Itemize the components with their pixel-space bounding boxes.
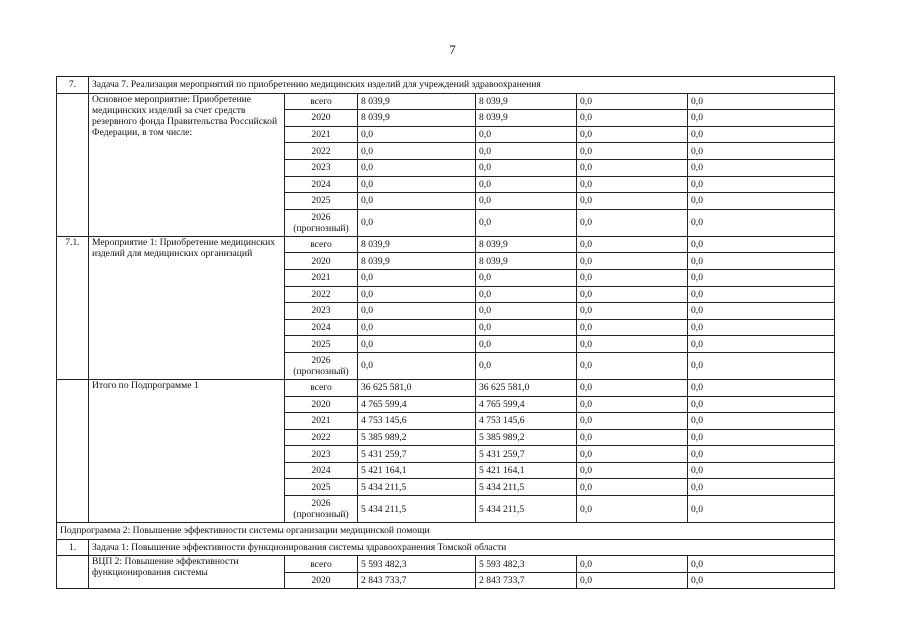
- value-federal: 0,0: [577, 396, 688, 413]
- value-federal: 0,0: [577, 446, 688, 463]
- value-other: 0,0: [688, 93, 835, 110]
- table-row: [57, 236, 835, 253]
- row-number: [57, 556, 89, 589]
- value-federal: 0,0: [577, 479, 688, 496]
- value-federal: 0,0: [577, 286, 688, 303]
- value-total: 5 385 989,2: [358, 429, 476, 446]
- value-regional: 5 421 164,1: [476, 462, 577, 479]
- value-federal: 0,0: [577, 176, 688, 193]
- value-total: 0,0: [358, 126, 476, 143]
- year-cell: 2025: [285, 193, 358, 210]
- value-other: 0,0: [688, 143, 835, 160]
- task-row: [57, 539, 835, 556]
- value-other: 0,0: [688, 126, 835, 143]
- value-other: 0,0: [688, 496, 835, 523]
- year-cell: 2025: [285, 479, 358, 496]
- value-federal: 0,0: [577, 193, 688, 210]
- value-other: 0,0: [688, 413, 835, 430]
- year-cell: [285, 352, 358, 379]
- value-federal: 0,0: [577, 379, 688, 396]
- value-federal: 0,0: [577, 303, 688, 320]
- value-regional: 4 753 145,6: [476, 413, 577, 430]
- year-cell: 2023: [285, 159, 358, 176]
- table-row: [57, 93, 835, 110]
- activity-label: ВЦП 2: Повышение эффективности функционирования системы: [89, 556, 285, 589]
- value-regional: 0,0: [476, 209, 577, 236]
- year-cell: 2020: [285, 572, 358, 589]
- value-regional: 5 431 259,7: [476, 446, 577, 463]
- task-number: 1.: [57, 539, 89, 556]
- value-federal: 0,0: [577, 496, 688, 523]
- table-body: [57, 77, 835, 589]
- value-federal: 0,0: [577, 126, 688, 143]
- year-cell: 2020: [285, 253, 358, 270]
- value-other: 0,0: [688, 556, 835, 573]
- value-regional: 0,0: [476, 303, 577, 320]
- value-other: 0,0: [688, 303, 835, 320]
- value-federal: 0,0: [577, 352, 688, 379]
- value-regional: 0,0: [476, 352, 577, 379]
- value-total: 0,0: [358, 209, 476, 236]
- value-other: 0,0: [688, 396, 835, 413]
- value-regional: 0,0: [476, 176, 577, 193]
- year-cell: 2024: [285, 176, 358, 193]
- value-total: 0,0: [358, 319, 476, 336]
- activity-label: Мероприятие 1: Приобретение медицинских изделий для медицинских организаций: [89, 236, 285, 379]
- value-total: 2 843 733,7: [358, 572, 476, 589]
- subprogram-title: Подпрограмма 2: Повышение эффективности системы организации медицинской помощи: [57, 523, 835, 540]
- value-other: 0,0: [688, 193, 835, 210]
- task-row: [57, 77, 835, 94]
- activity-label: Основное мероприятие: Приобретение медицинских изделий за счет средств резервного фонда Правительства Российской Федерации, в том числе:: [89, 93, 285, 236]
- value-other: 0,0: [688, 253, 835, 270]
- value-federal: 0,0: [577, 159, 688, 176]
- value-total: 0,0: [358, 286, 476, 303]
- year-cell: 2021: [285, 126, 358, 143]
- year-cell: 2020: [285, 110, 358, 127]
- value-other: 0,0: [688, 319, 835, 336]
- row-number: [57, 379, 89, 522]
- value-other: 0,0: [688, 462, 835, 479]
- year-cell: 2022: [285, 143, 358, 160]
- value-total: 5 593 482,3: [358, 556, 476, 573]
- value-total: 8 039,9: [358, 236, 476, 253]
- year-cell: всего: [285, 379, 358, 396]
- value-regional: 0,0: [476, 193, 577, 210]
- value-total: 0,0: [358, 352, 476, 379]
- value-total: 5 421 164,1: [358, 462, 476, 479]
- value-total: 5 434 211,5: [358, 479, 476, 496]
- value-federal: 0,0: [577, 143, 688, 160]
- value-other: 0,0: [688, 110, 835, 127]
- value-other: 0,0: [688, 286, 835, 303]
- value-total: 0,0: [358, 143, 476, 160]
- value-other: 0,0: [688, 446, 835, 463]
- value-regional: 8 039,9: [476, 93, 577, 110]
- value-other: 0,0: [688, 429, 835, 446]
- year-note: (прогнозный): [293, 365, 349, 377]
- value-total: 4 765 599,4: [358, 396, 476, 413]
- task-title: Задача 7. Реализация мероприятий по приобретению медицинских изделий для учреждений здравоохранения: [89, 77, 835, 94]
- value-other: 0,0: [688, 159, 835, 176]
- value-federal: 0,0: [577, 429, 688, 446]
- value-total: 8 039,9: [358, 253, 476, 270]
- value-total: 0,0: [358, 159, 476, 176]
- value-federal: 0,0: [577, 462, 688, 479]
- value-other: 0,0: [688, 479, 835, 496]
- subprogram-row: [57, 523, 835, 540]
- year-label: 2026: [311, 498, 331, 510]
- value-regional: 5 593 482,3: [476, 556, 577, 573]
- year-note: (прогнозный): [293, 509, 349, 521]
- year-cell: 2024: [285, 319, 358, 336]
- value-federal: 0,0: [577, 253, 688, 270]
- value-other: 0,0: [688, 572, 835, 589]
- value-other: 0,0: [688, 236, 835, 253]
- value-regional: 8 039,9: [476, 110, 577, 127]
- value-federal: 0,0: [577, 93, 688, 110]
- value-total: 0,0: [358, 336, 476, 353]
- value-federal: 0,0: [577, 413, 688, 430]
- year-cell: 2021: [285, 413, 358, 430]
- value-regional: 5 434 211,5: [476, 496, 577, 523]
- value-regional: 5 434 211,5: [476, 479, 577, 496]
- value-regional: 2 843 733,7: [476, 572, 577, 589]
- value-total: 5 431 259,7: [358, 446, 476, 463]
- value-federal: 0,0: [577, 110, 688, 127]
- page-number: 7: [449, 42, 456, 57]
- value-regional: 0,0: [476, 126, 577, 143]
- value-regional: 8 039,9: [476, 236, 577, 253]
- year-cell: всего: [285, 236, 358, 253]
- year-cell: 2024: [285, 462, 358, 479]
- budget-table: [56, 76, 835, 589]
- value-federal: 0,0: [577, 269, 688, 286]
- value-federal: 0,0: [577, 236, 688, 253]
- value-regional: 4 765 599,4: [476, 396, 577, 413]
- value-total: 0,0: [358, 176, 476, 193]
- year-label: 2026: [311, 211, 331, 223]
- year-note: (прогнозный): [293, 222, 349, 234]
- value-total: 4 753 145,6: [358, 413, 476, 430]
- row-number: [57, 93, 89, 236]
- value-other: 0,0: [688, 352, 835, 379]
- year-cell: 2020: [285, 396, 358, 413]
- year-cell: всего: [285, 93, 358, 110]
- year-cell: 2021: [285, 269, 358, 286]
- table-row: [57, 556, 835, 573]
- value-federal: 0,0: [577, 336, 688, 353]
- value-regional: 0,0: [476, 336, 577, 353]
- value-total: 0,0: [358, 193, 476, 210]
- value-other: 0,0: [688, 379, 835, 396]
- value-other: 0,0: [688, 209, 835, 236]
- year-cell: 2022: [285, 286, 358, 303]
- value-other: 0,0: [688, 269, 835, 286]
- year-cell: 2025: [285, 336, 358, 353]
- year-cell: 2023: [285, 446, 358, 463]
- value-total: 0,0: [358, 303, 476, 320]
- value-federal: 0,0: [577, 572, 688, 589]
- value-total: 5 434 211,5: [358, 496, 476, 523]
- year-label: 2026: [311, 354, 331, 366]
- activity-label: Итого по Подпрограмме 1: [89, 379, 285, 522]
- value-regional: 0,0: [476, 319, 577, 336]
- value-regional: 0,0: [476, 159, 577, 176]
- task-title: Задача 1: Повышение эффективности функционирования системы здравоохранения Томской области: [89, 539, 835, 556]
- value-federal: 0,0: [577, 209, 688, 236]
- value-regional: 36 625 581,0: [476, 379, 577, 396]
- year-cell: 2023: [285, 303, 358, 320]
- value-total: 8 039,9: [358, 110, 476, 127]
- year-cell: [285, 496, 358, 523]
- year-cell: всего: [285, 556, 358, 573]
- value-regional: 0,0: [476, 143, 577, 160]
- value-total: 8 039,9: [358, 93, 476, 110]
- year-cell: 2022: [285, 429, 358, 446]
- row-number: 7.1.: [57, 236, 89, 379]
- year-cell: [285, 209, 358, 236]
- value-other: 0,0: [688, 336, 835, 353]
- value-regional: 5 385 989,2: [476, 429, 577, 446]
- value-federal: 0,0: [577, 319, 688, 336]
- table-row: [57, 379, 835, 396]
- value-other: 0,0: [688, 176, 835, 193]
- task-number: 7.: [57, 77, 89, 94]
- value-regional: 0,0: [476, 269, 577, 286]
- value-regional: 0,0: [476, 286, 577, 303]
- value-regional: 8 039,9: [476, 253, 577, 270]
- value-total: 36 625 581,0: [358, 379, 476, 396]
- value-total: 0,0: [358, 269, 476, 286]
- value-federal: 0,0: [577, 556, 688, 573]
